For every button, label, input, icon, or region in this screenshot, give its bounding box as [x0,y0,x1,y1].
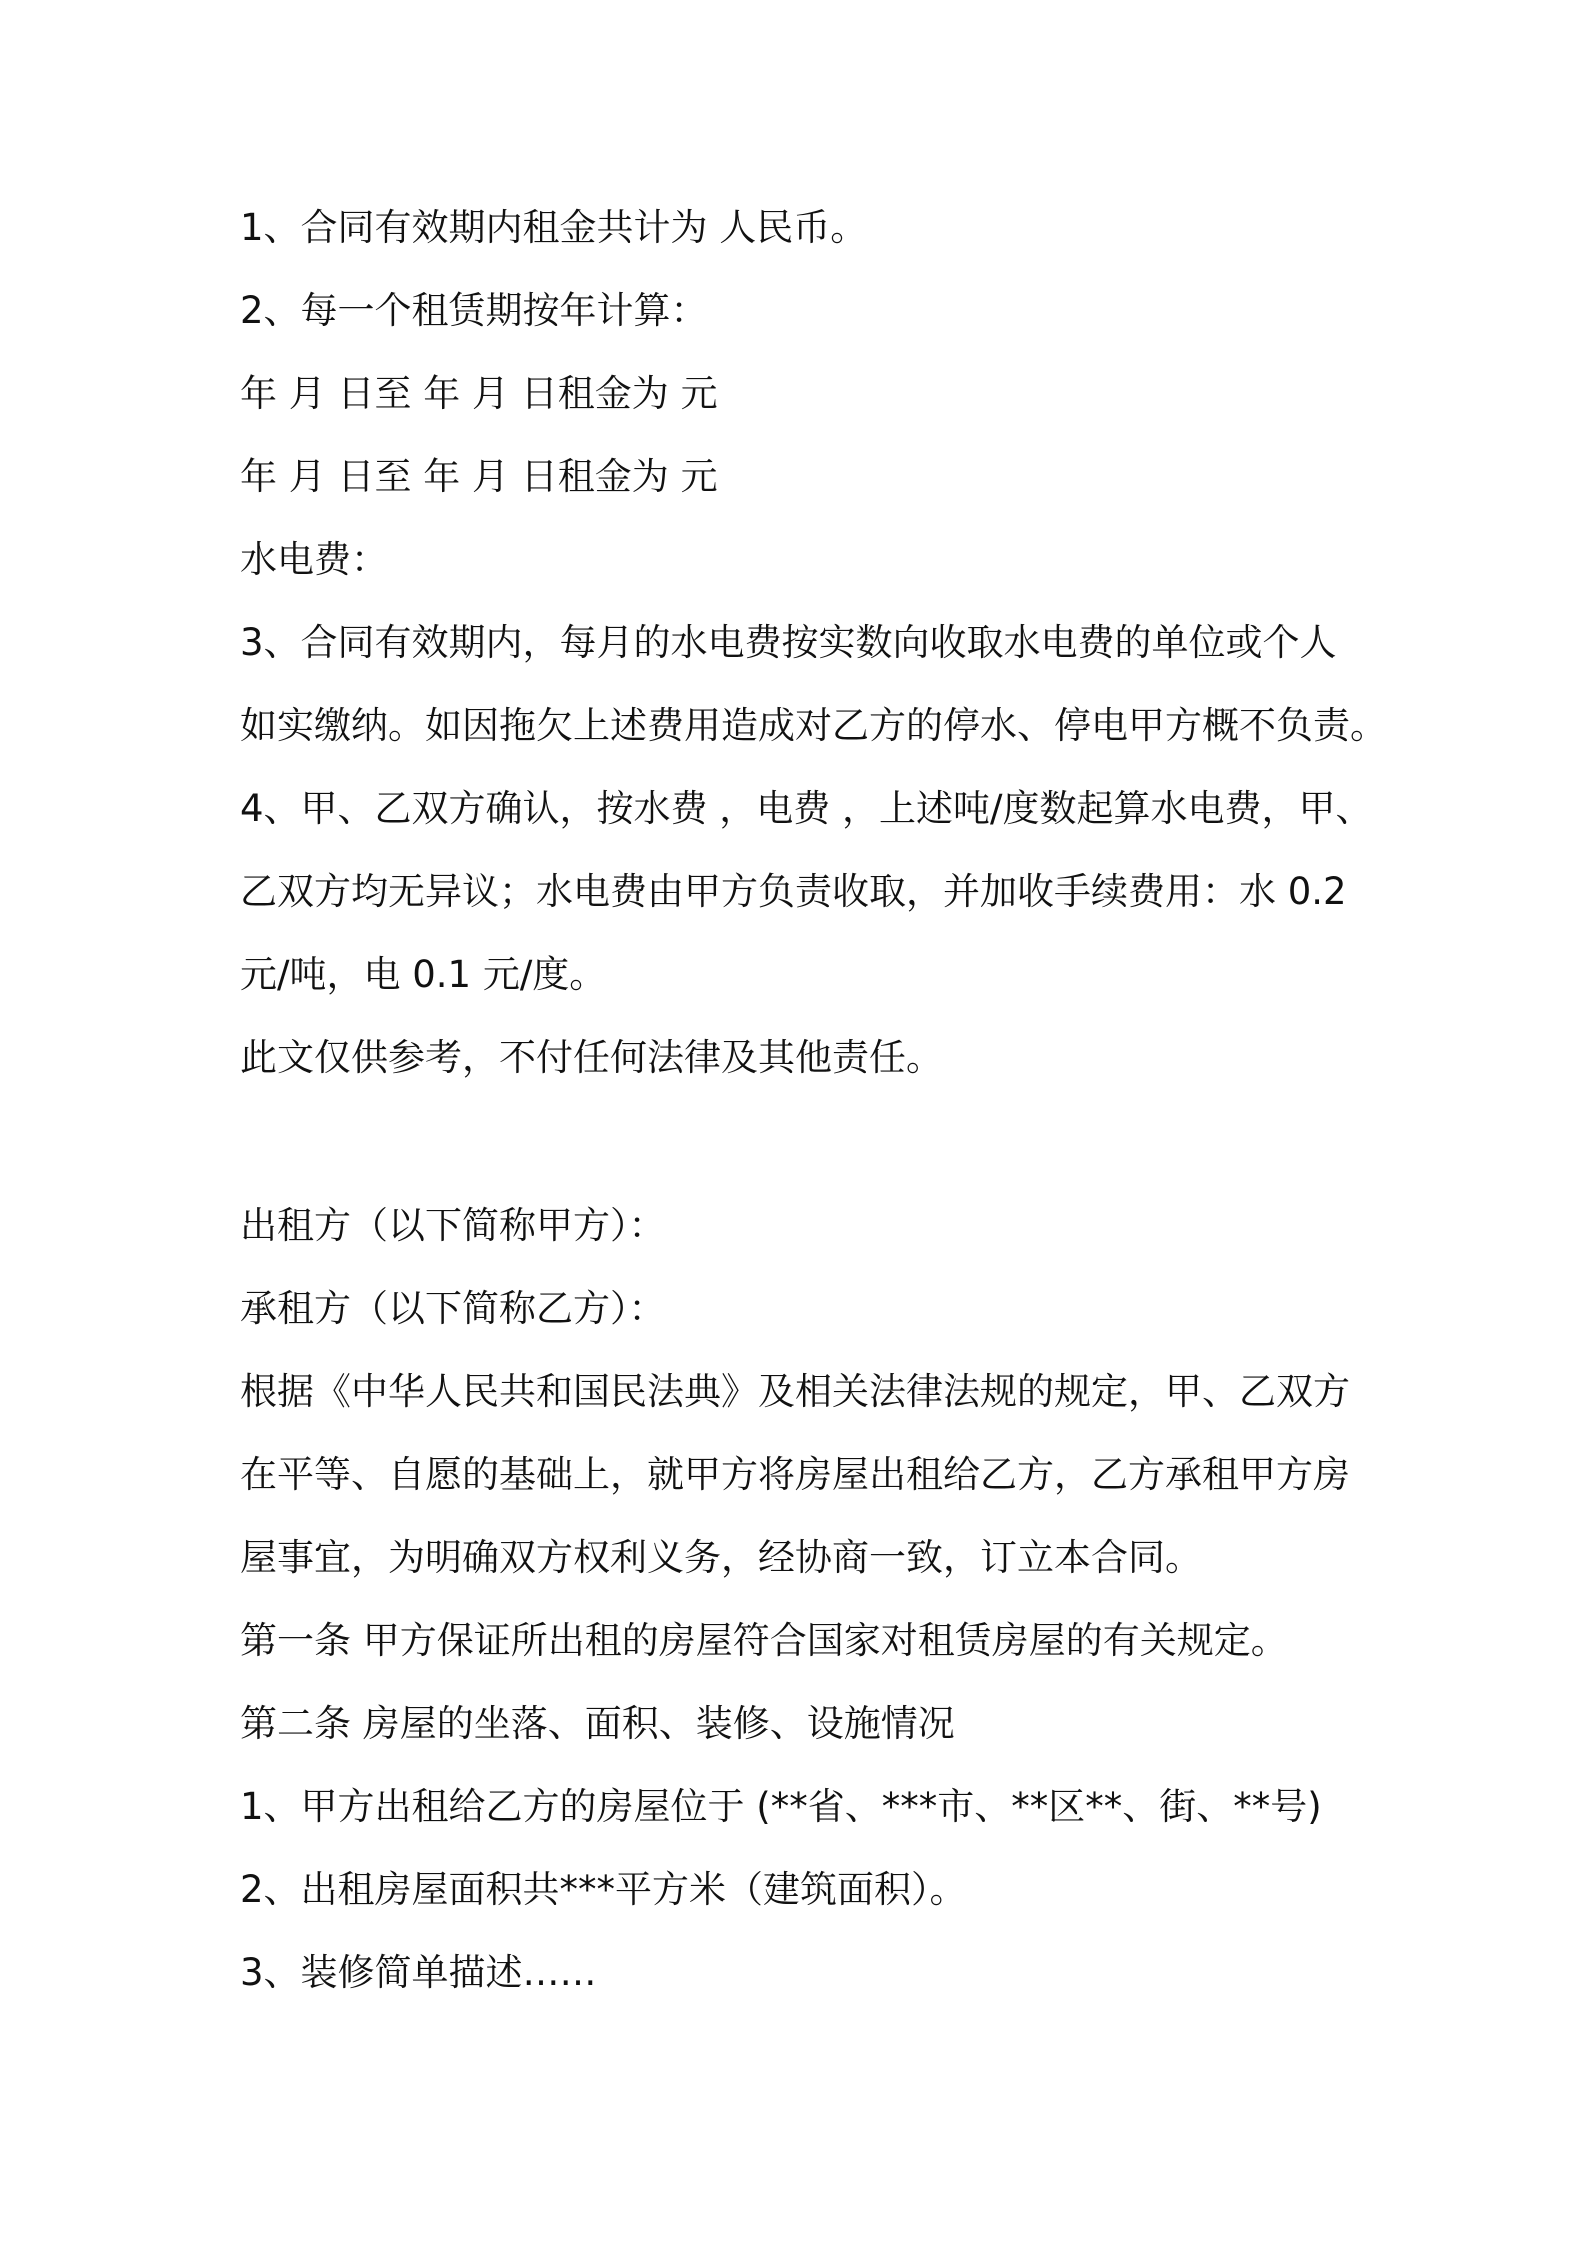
article-1: 第一条 甲方保证所出租的房屋符合国家对租赁房屋的有关规定。 [240,1619,1288,1662]
utilities-clause-3-line-2: 如实缴纳。如因拖欠上述费用造成对乙方的停水、停电甲方概不负责。 [240,704,1387,747]
utilities-clause-4-line-3: 元/吨，电 0.1 元/度。 [240,953,607,996]
article-2-heading: 第二条 房屋的坐落、面积、装修、设施情况 [240,1702,955,1745]
disclaimer: 此文仅供参考，不付任何法律及其他责任。 [240,1036,943,1079]
utilities-clause-4-line-2: 乙双方均无异议；水电费由甲方负责收取，并加收手续费用：水 0.2 [240,870,1347,913]
rent-period-line-2: 年 月 日至 年 月 日租金为 元 [240,455,718,498]
utilities-clause-3-line-1: 3、合同有效期内，每月的水电费按实数向收取水电费的单位或个人 [240,621,1337,664]
utilities-heading: 水电费： [240,538,388,581]
rent-total-clause: 1、合同有效期内租金共计为 人民币。 [240,206,868,249]
rent-period-line-1: 年 月 日至 年 月 日租金为 元 [240,372,718,415]
lessor-line: 出租方（以下简称甲方）： [240,1204,666,1247]
preamble-line-1: 根据《中华人民共和国民法典》及相关法律法规的规定，甲、乙双方 [240,1370,1350,1413]
preamble-line-2: 在平等、自愿的基础上，就甲方将房屋出租给乙方，乙方承租甲方房 [240,1453,1350,1496]
article-2-item-2: 2、出租房屋面积共***平方米（建筑面积）。 [240,1868,967,1911]
lessee-line: 承租方（以下简称乙方）： [240,1287,666,1330]
rent-period-clause: 2、每一个租赁期按年计算： [240,289,708,332]
article-2-item-1: 1、甲方出租给乙方的房屋位于 (**省、***市、**区**、街、**号) [240,1785,1322,1828]
preamble-line-3: 屋事宜，为明确双方权利义务，经协商一致，订立本合同。 [240,1536,1202,1579]
article-2-item-3: 3、装修简单描述…… [240,1951,597,1994]
utilities-clause-4-line-1: 4、甲、乙双方确认，按水费 ，电费 ，上述吨/度数起算水电费，甲、 [240,787,1373,830]
